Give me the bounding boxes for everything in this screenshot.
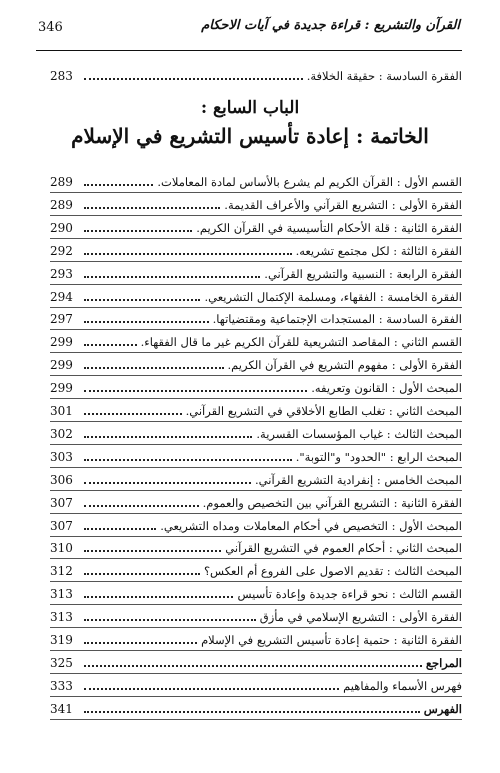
toc-entry xyxy=(50,191,462,213)
chapter-subtitle: الخاتمة : إعادة تأسيس التشريع في الإسلام xyxy=(71,124,429,148)
toc-entry-page: 325 xyxy=(50,655,73,670)
dot-leader xyxy=(84,665,422,667)
toc-entry-label: المبحث الثاني : أحكام العموم في التشريع القرآني xyxy=(225,541,462,556)
toc-entry-label: الفقرة الرابعة : النسبية والتشريع القرآني. xyxy=(264,266,462,281)
toc-entry-label: الفقرة الأولى : مفهوم التشريع في القرآن الكريم. xyxy=(227,358,462,373)
toc-entry-label: القسم الثالث : نحو قراءة جديدة وإعادة تأسيس xyxy=(237,587,462,602)
toc-entry-page: 299 xyxy=(50,381,73,396)
dot-leader xyxy=(84,367,224,369)
toc-entry-page: 301 xyxy=(50,404,73,418)
toc-entry xyxy=(50,374,462,396)
chapter-heading: الباب السابع : xyxy=(200,98,300,118)
toc-entry-top xyxy=(50,62,462,84)
toc-entry-label: القسم الثاني : المقاصد التشريعية للقرآن الكريم غير ما قال الفقهاء. xyxy=(140,335,462,350)
toc-entry-page: 310 xyxy=(50,541,73,556)
toc-entry-page: 289 xyxy=(50,197,73,212)
toc-entry xyxy=(50,626,462,648)
toc-entry-label: فهرس الأسماء والمفاهيم xyxy=(343,678,462,693)
header-rule xyxy=(36,50,462,51)
toc-entry xyxy=(50,512,462,534)
toc-entry-page: 297 xyxy=(50,312,73,327)
toc-entry-label: المبحث الثالث : غياب المؤسسات القسرية. xyxy=(256,426,462,441)
toc-entry-page: 299 xyxy=(50,335,73,350)
toc-entry-label: الفقرة السادسة : المستجدات الإجتماعية ومقتضياتها. xyxy=(212,312,462,327)
row-underline xyxy=(50,719,462,720)
dot-leader xyxy=(84,596,233,598)
toc-entry xyxy=(50,672,462,694)
toc-entry-page: 294 xyxy=(50,289,73,304)
toc-entry-label: المبحث الثالث : تقديم الاصول على الفروع أم العكس؟ xyxy=(203,564,462,579)
toc-entry-page: 341 xyxy=(50,701,73,716)
dot-leader xyxy=(84,276,260,278)
toc-entry-label: المبحث الخامس : إنفرادية التشريع القرآني. xyxy=(255,472,462,487)
toc-entry xyxy=(50,214,462,236)
dot-leader xyxy=(84,688,339,690)
dot-leader xyxy=(84,550,221,552)
dot-leader xyxy=(84,230,192,232)
toc-entry-label: المبحث الأول : التخصيص في أحكام المعاملات ومداه التشريعي. xyxy=(160,518,462,533)
page-header xyxy=(38,16,460,42)
dot-leader xyxy=(84,573,200,575)
toc-entry xyxy=(50,603,462,625)
toc-entry-label: المبحث الأول : القانون وتعريفه. xyxy=(311,381,462,396)
dot-leader xyxy=(84,482,251,484)
toc-entry-label: الفقرة الأولى : التشريع القرآني والأعراف القديمة. xyxy=(224,197,462,212)
toc-entry-label: القسم الأول : القرآن الكريم لم يشرع بالأساس لمادة المعاملات. xyxy=(157,175,462,189)
toc-entry xyxy=(50,420,462,442)
toc-entry-label: المبحث الرابع : "الحدود" و"التوبة". xyxy=(295,449,462,464)
toc-entry-page: 303 xyxy=(50,449,73,464)
toc-entry-label: الفقرة الثانية : حتمية إعادة تأسيس التشريع في الإسلام xyxy=(201,633,462,647)
toc-entry-page: 313 xyxy=(50,610,73,625)
dot-leader xyxy=(84,619,256,621)
running-title: القرآن والتشريع : قراءة جديدة في آيات الاحكام xyxy=(201,18,460,33)
dot-leader xyxy=(84,528,156,530)
dot-leader xyxy=(84,505,199,507)
toc-entry xyxy=(50,557,462,579)
toc-entry-page: 307 xyxy=(50,495,73,510)
dot-leader xyxy=(84,642,197,644)
toc-entry xyxy=(50,237,462,259)
dot-leader xyxy=(84,711,420,713)
toc-entry xyxy=(50,649,462,671)
dot-leader xyxy=(84,413,182,415)
dot-leader xyxy=(84,184,153,186)
toc-entry xyxy=(50,534,462,556)
toc-entry-page: 283 xyxy=(50,69,73,83)
toc-entry-label: الفقرة الثانية : قلة الأحكام التأسيسية في القرآن الكريم. xyxy=(196,220,462,235)
toc-entry-page: 312 xyxy=(50,564,73,579)
toc-entry-page: 319 xyxy=(50,633,73,647)
dot-leader xyxy=(84,344,137,346)
toc-entry-label: الفقرة الأولى : التشريع الإسلامي في مأزق xyxy=(259,610,462,625)
toc-entry-page: 313 xyxy=(50,587,73,602)
dot-leader xyxy=(84,253,292,255)
toc-entry-page: 299 xyxy=(50,358,73,373)
toc-entry-page: 290 xyxy=(50,220,73,235)
toc-entry xyxy=(50,489,462,511)
toc-entry xyxy=(50,466,462,488)
dot-leader xyxy=(84,459,292,461)
toc-entry-label: المبحث الثاني : تغلب الطابع الأخلاقي في التشريع القرآني. xyxy=(185,404,462,418)
toc-entry-label: الفقرة الخامسة : الفقهاء، ومسلمة الإكتمال التشريعي. xyxy=(204,289,462,304)
toc-entry xyxy=(50,351,462,373)
toc-entry-page: 302 xyxy=(50,426,73,441)
dot-leader xyxy=(84,436,252,438)
toc-entry xyxy=(50,283,462,305)
dot-leader xyxy=(84,78,303,80)
toc-entry-page: 333 xyxy=(50,678,73,693)
dot-leader xyxy=(84,321,209,323)
toc-entry xyxy=(50,580,462,602)
toc-entry-label: الفقرة السادسة : حقيقة الخلافة. xyxy=(306,69,462,83)
dot-leader xyxy=(84,299,200,301)
toc-entry xyxy=(50,328,462,350)
toc-entry-page: 307 xyxy=(50,518,73,533)
toc-entry-page: 289 xyxy=(50,175,73,189)
dot-leader xyxy=(84,207,220,209)
toc-entry xyxy=(50,695,462,717)
dot-leader xyxy=(84,390,307,392)
toc-entry xyxy=(50,443,462,465)
toc-entry-label: الفقرة الثالثة : لكل مجتمع تشريعه. xyxy=(295,243,462,258)
toc-entry xyxy=(50,397,462,419)
toc-entry xyxy=(50,168,462,190)
toc-entry-label: المراجع xyxy=(425,655,462,670)
toc-entry xyxy=(50,305,462,327)
toc-entry-page: 293 xyxy=(50,266,73,281)
toc-entry-page: 292 xyxy=(50,243,73,258)
toc-entry-page: 306 xyxy=(50,472,73,487)
toc-entry xyxy=(50,260,462,282)
toc-entry-label: الفهرس xyxy=(423,701,462,716)
page-number: 346 xyxy=(38,20,63,35)
toc-entry-label: الفقرة الثانية : التشريع القرآني بين التخصيص والعموم. xyxy=(202,495,462,510)
